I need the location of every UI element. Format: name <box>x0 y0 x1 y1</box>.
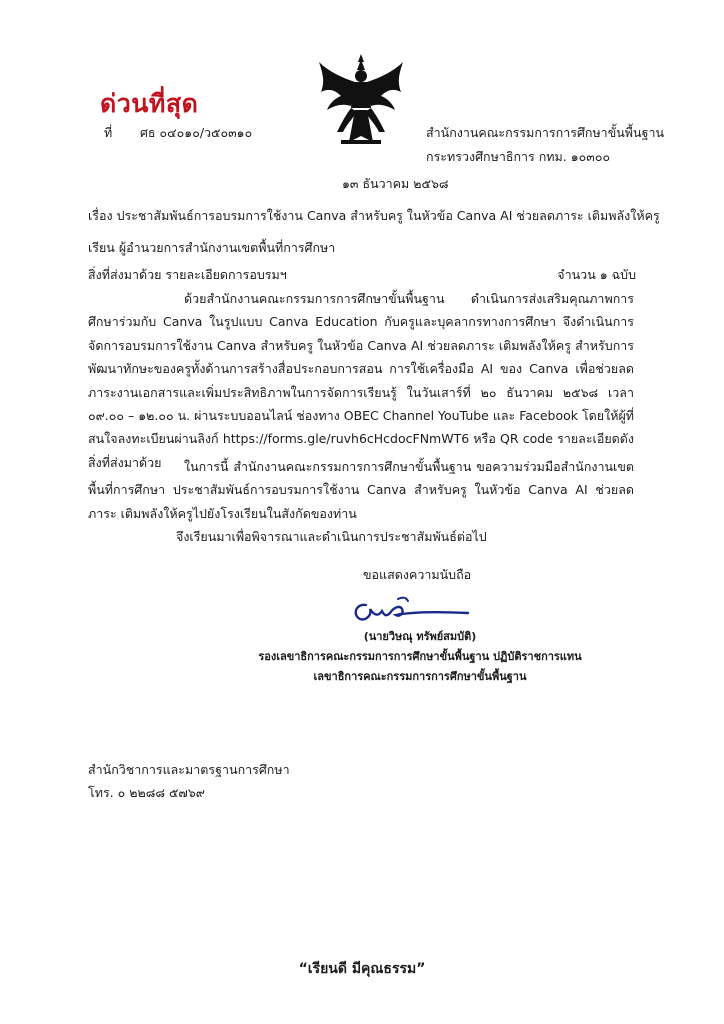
enclosure-quantity: จำนวน ๑ ฉบับ <box>557 267 636 282</box>
signer-position: รองเลขาธิการคณะกรรมการการศึกษาขั้นพื้นฐาน ปฏิบัติราชการแทน <box>258 650 582 663</box>
body-paragraph-2 <box>88 455 634 525</box>
signer-position: เลขาธิการคณะกรรมการการศึกษาขั้นพื้นฐาน <box>313 670 527 683</box>
closing-sentence: จึงเรียนมาเพื่อพิจารณาและดำเนินการประชาสัมพันธ์ต่อไป <box>176 529 487 544</box>
contact-office <box>88 758 290 804</box>
doc-number-label: ที่ <box>104 125 113 140</box>
signature-icon <box>350 591 470 625</box>
issuing-agency <box>426 121 664 169</box>
letter-date: ๑๓ ธันวาคม ๒๕๖๘ <box>342 176 449 191</box>
urgency-stamp: ด่วนที่สุด <box>100 89 199 118</box>
office-phone: โทร. ๐ ๒๒๘๘ ๕๗๖๙ <box>88 785 205 800</box>
recipient-line: เรียน ผู้อำนวยการสำนักงานเขตพื้นที่การศึกษา <box>88 240 336 255</box>
agency-line: กระทรวงศึกษาธิการ กทม. ๑๐๓๐๐ <box>426 149 611 164</box>
doc-number: ศธ ๐๔๐๑๐/ว๕๐๓๑๐ <box>140 125 253 140</box>
enclosure-line: สิ่งที่ส่งมาด้วย รายละเอียดการอบรมฯ <box>88 267 287 282</box>
garuda-emblem-icon <box>315 52 407 146</box>
body-paragraph-1-text: ด้วยสำนักงานคณะกรรมการการศึกษาขั้นพื้นฐาน ดำเนินการส่งเสริมคุณภาพการศึกษาร่วมกับ Canva ในรูปแบบ Canva Education กับครูและบุคลากรทางการศึกษา จึงดำเนินการจัดการอบรมการใช้งาน Canva สำหรับครู ในหัวข้อ Canva AI ช่วยลดภาระ เติมพลังให้ครู สำหรับการพัฒนาทักษะของครูทั้งด้านการสร้างสื่อประกอบการสอน การใช้เครื่องมือ AI ของ Canva เพื่อช่วยลดภาระงานเอกสารและเพิ่มประสิทธิภาพในการจัดการเรียนรู้ ในวันเสาร์ที่ ๒๐ ธันวาคม ๒๕๖๘ เวลา ๐๙.๐๐ – ๑๒.๐๐ น. ผ่านระบบออนไลน์ ช่องทาง OBEC Channel YouTube และ Facebook โดยให้ผู้ที่สนใจลงทะเบียนผ่านลิงก์ https://forms.gle/ruvh6cHcdocFNmWT6 หรือ QR code รายละเอียดดังสิ่งที่ส่งมาด้วย <box>88 291 635 470</box>
subject-line: เรื่อง ประชาสัมพันธ์การอบรมการใช้งาน Canva สำหรับครู ในหัวข้อ Canva AI ช่วยลดภาระ เติมพลังให้ครู <box>88 208 660 223</box>
office-name: สำนักวิชาการและมาตรฐานการศึกษา <box>88 762 290 777</box>
signer-block <box>230 627 610 687</box>
regards: ขอแสดงความนับถือ <box>363 567 472 582</box>
body-paragraph-1 <box>88 287 634 474</box>
motto: “เรียนดี มีคุณธรรม” <box>298 961 426 977</box>
signer-name: (นายวิษณุ ทรัพย์สมบัติ) <box>363 630 477 643</box>
body-paragraph-2-text: ในการนี้ สำนักงานคณะกรรมการการศึกษาขั้นพื้นฐาน ขอความร่วมมือสำนักงานเขตพื้นที่การศึกษา ประชาสัมพันธ์การอบรมการใช้งาน Canva สำหรับครู ในหัวข้อ Canva AI ช่วยลดภาระ เติมพลังให้ครูไปยังโรงเรียนในสังกัดของท่าน <box>88 459 634 521</box>
agency-line: สำนักงานคณะกรรมการการศึกษาขั้นพื้นฐาน <box>426 125 665 140</box>
